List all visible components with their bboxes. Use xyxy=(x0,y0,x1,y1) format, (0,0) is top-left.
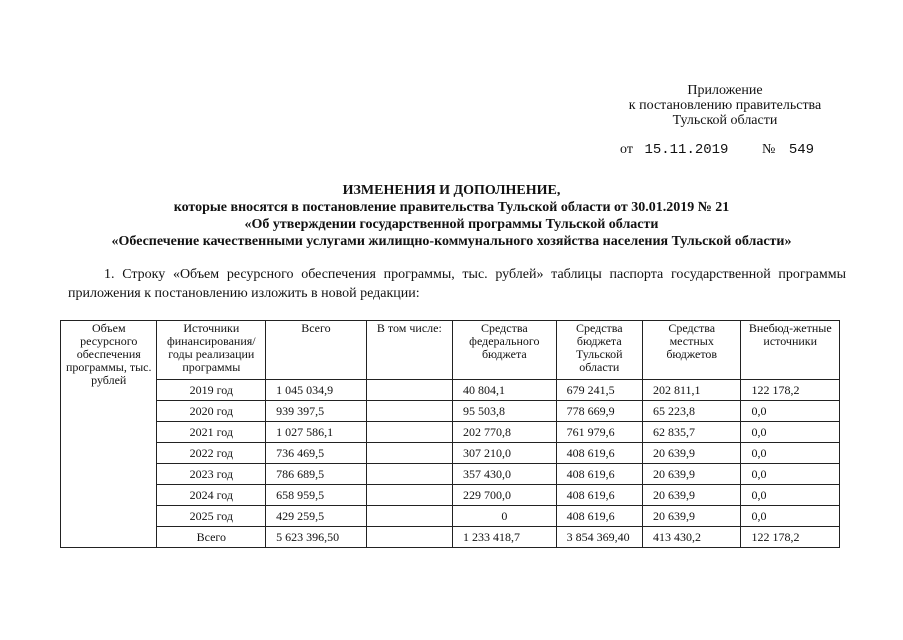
document-title xyxy=(0,182,903,250)
header-cell: Средства бюджета Тульской области xyxy=(556,321,642,380)
regional-cell: 408 619,6 xyxy=(556,464,642,485)
local-cell: 65 223,8 xyxy=(642,401,741,422)
year-cell: 2024 год xyxy=(157,485,266,506)
regional-cell: 761 979,6 xyxy=(556,422,642,443)
local-cell: 202 811,1 xyxy=(642,380,741,401)
header-cell: В том числе: xyxy=(366,321,452,380)
year-cell: 2019 год xyxy=(157,380,266,401)
including-cell xyxy=(366,506,452,527)
table-row xyxy=(61,506,840,527)
body-paragraph: 1. Строку «Объем ресурсного обеспечения программы, тыс. рублей» таблицы паспорта государственной программы приложения к постановлению изложить в новой редакции: xyxy=(68,267,846,301)
table-total-row xyxy=(61,527,840,548)
total-cell: 658 959,5 xyxy=(266,485,367,506)
appendix-line-2: к постановлению правительства xyxy=(628,98,822,113)
year-cell: 2020 год xyxy=(157,401,266,422)
table-row xyxy=(61,464,840,485)
from-label: от xyxy=(620,142,633,157)
local-cell: 20 639,9 xyxy=(642,485,741,506)
title-line-1: ИЗМЕНЕНИЯ И ДОПОЛНЕНИЕ, xyxy=(342,183,561,198)
year-cell: 2021 год xyxy=(157,422,266,443)
title-line-3: «Об утверждении государственной программы Тульской области xyxy=(244,217,659,232)
including-cell xyxy=(366,443,452,464)
table-row xyxy=(61,443,840,464)
total-cell: 429 259,5 xyxy=(266,506,367,527)
local-cell: 413 430,2 xyxy=(642,527,741,548)
total-cell: 736 469,5 xyxy=(266,443,367,464)
offbudget-cell: 122 178,2 xyxy=(741,380,840,401)
document-number: 549 xyxy=(788,142,815,158)
offbudget-cell: 0,0 xyxy=(741,422,840,443)
including-cell xyxy=(366,485,452,506)
federal-cell: 307 210,0 xyxy=(453,443,557,464)
table-row xyxy=(61,401,840,422)
local-cell: 20 639,9 xyxy=(642,506,741,527)
federal-cell: 40 804,1 xyxy=(453,380,557,401)
document-reference xyxy=(620,142,814,158)
offbudget-cell: 0,0 xyxy=(741,443,840,464)
appendix-line-1: Приложение xyxy=(687,83,763,98)
year-cell: 2025 год xyxy=(157,506,266,527)
offbudget-cell: 0,0 xyxy=(741,401,840,422)
federal-cell: 202 770,8 xyxy=(453,422,557,443)
total-cell: 5 623 396,50 xyxy=(266,527,367,548)
row-header-cell: Объем ресурсного обеспечения программы, тыс. рублей xyxy=(61,321,157,548)
offbudget-cell: 0,0 xyxy=(741,485,840,506)
header-cell: Всего xyxy=(266,321,367,380)
title-line-2: которые вносятся в постановление правительства Тульской области от 30.01.2019 № 21 xyxy=(173,200,730,215)
including-cell xyxy=(366,401,452,422)
federal-cell: 0 xyxy=(453,506,557,527)
header-cell: Источники финансирования/ годы реализации программы xyxy=(157,321,266,380)
appendix-block xyxy=(600,83,850,128)
local-cell: 62 835,7 xyxy=(642,422,741,443)
including-cell xyxy=(366,380,452,401)
offbudget-cell: 0,0 xyxy=(741,506,840,527)
including-cell xyxy=(366,527,452,548)
federal-cell: 95 503,8 xyxy=(453,401,557,422)
regional-cell: 778 669,9 xyxy=(556,401,642,422)
regional-cell: 3 854 369,40 xyxy=(556,527,642,548)
total-cell: 939 397,5 xyxy=(266,401,367,422)
local-cell: 20 639,9 xyxy=(642,443,741,464)
regional-cell: 408 619,6 xyxy=(556,485,642,506)
title-line-4: «Обеспечение качественными услугами жилищно-коммунального хозяйства населения Тульской области» xyxy=(111,234,792,249)
federal-cell: 357 430,0 xyxy=(453,464,557,485)
federal-cell: 1 233 418,7 xyxy=(453,527,557,548)
year-cell: 2022 год xyxy=(157,443,266,464)
regional-cell: 679 241,5 xyxy=(556,380,642,401)
total-cell: 1 027 586,1 xyxy=(266,422,367,443)
regional-cell: 408 619,6 xyxy=(556,443,642,464)
total-cell: 786 689,5 xyxy=(266,464,367,485)
offbudget-cell: 122 178,2 xyxy=(741,527,840,548)
header-cell: Средства местных бюджетов xyxy=(642,321,741,380)
table-row xyxy=(61,422,840,443)
local-cell: 20 639,9 xyxy=(642,464,741,485)
including-cell xyxy=(366,464,452,485)
federal-cell: 229 700,0 xyxy=(453,485,557,506)
table-header-row xyxy=(61,321,840,380)
regional-cell: 408 619,6 xyxy=(556,506,642,527)
header-cell: Внебюд-жетные источники xyxy=(741,321,840,380)
appendix-line-3: Тульской области xyxy=(672,113,778,128)
table-row xyxy=(61,380,840,401)
year-cell: 2023 год xyxy=(157,464,266,485)
offbudget-cell: 0,0 xyxy=(741,464,840,485)
total-label-cell: Всего xyxy=(157,527,266,548)
funding-table xyxy=(60,320,840,548)
document-date: 15.11.2019 xyxy=(644,142,729,158)
header-cell: Средства федерального бюджета xyxy=(453,321,557,380)
number-label: № xyxy=(761,142,776,157)
total-cell: 1 045 034,9 xyxy=(266,380,367,401)
table-row xyxy=(61,485,840,506)
including-cell xyxy=(366,422,452,443)
